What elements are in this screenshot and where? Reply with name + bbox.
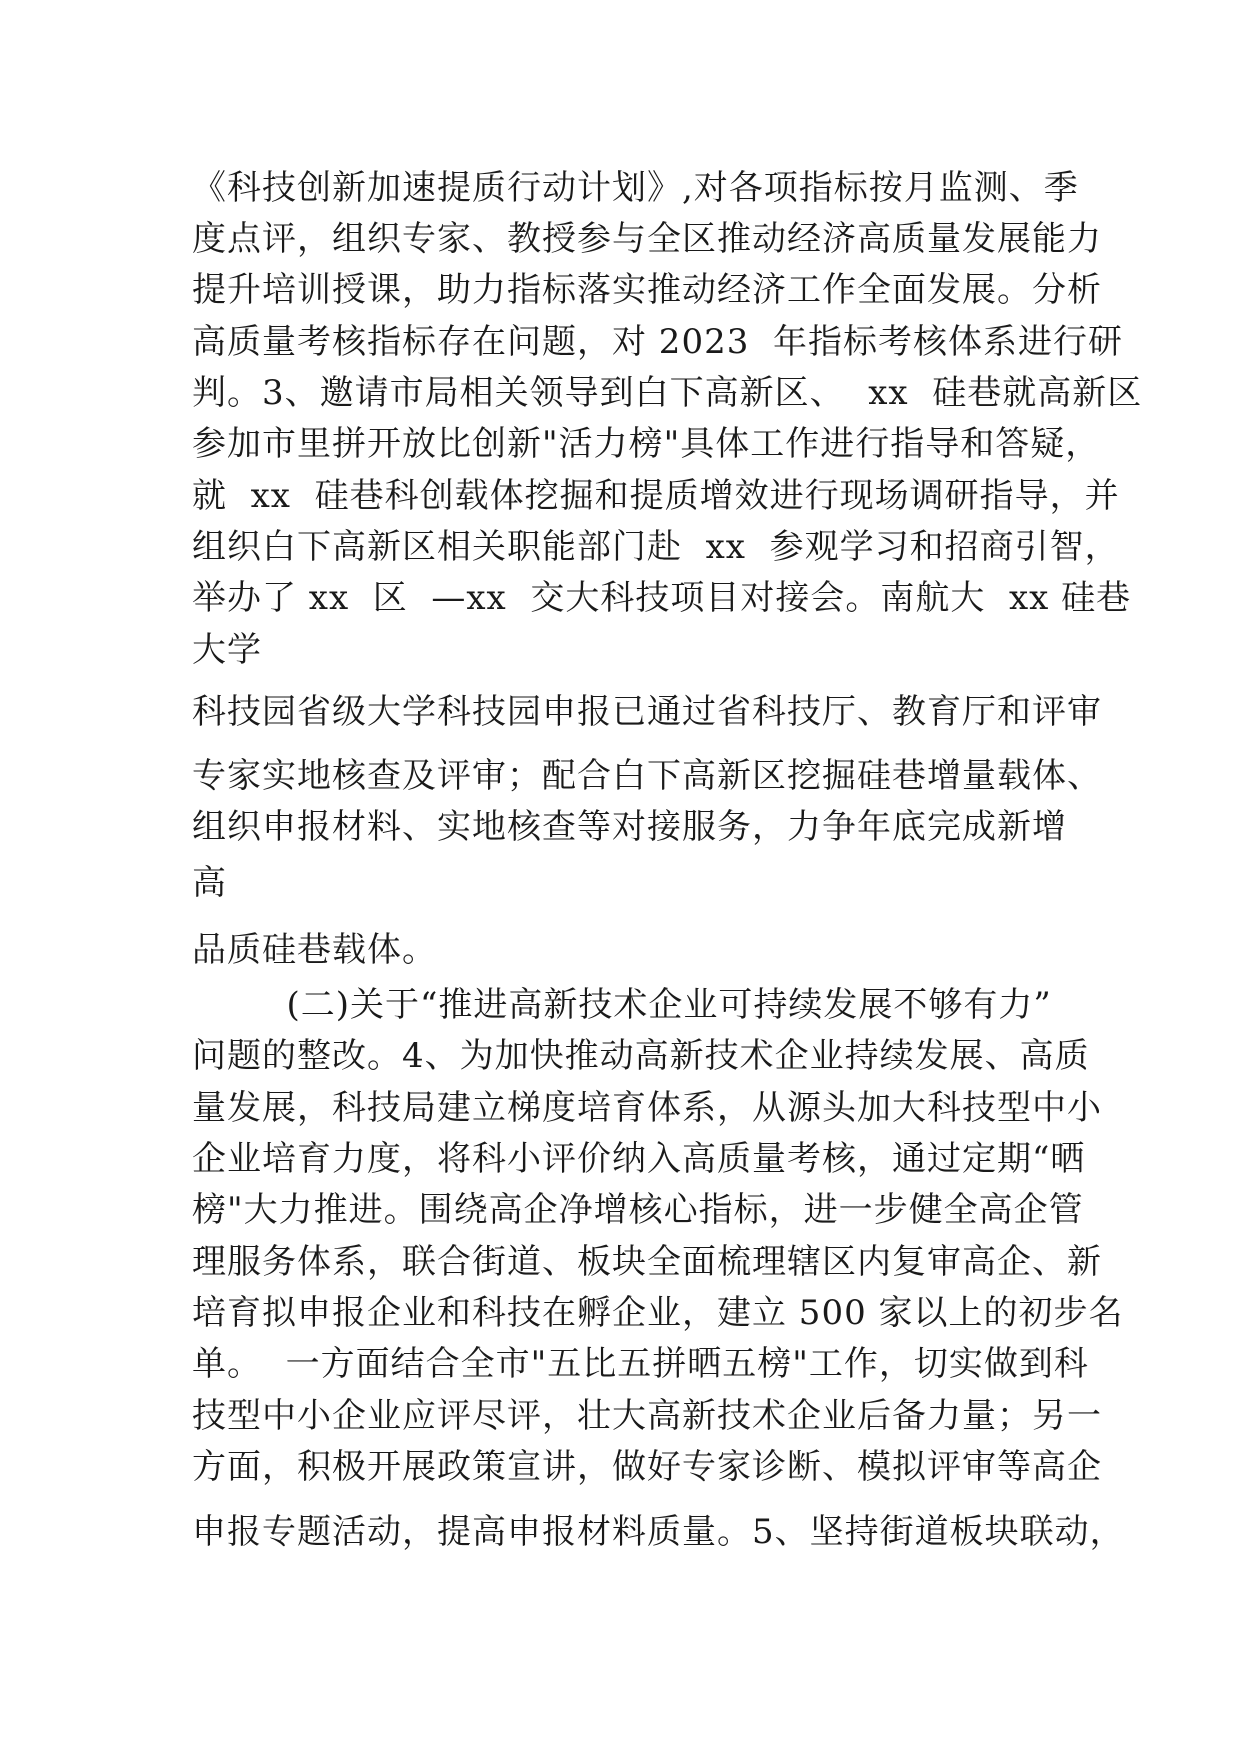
text-line: 《科技创新加速提质行动计划》,对各项指标按月监测、季: [192, 168, 1079, 208]
text-line: 方面，积极开展政策宣讲，做好专家诊断、模拟评审等高企: [192, 1447, 1102, 1487]
text-line: 专家实地核查及评审；配合白下高新区挖掘硅巷增量载体、: [192, 756, 1102, 796]
text-line: 品质硅巷载体。: [192, 930, 437, 970]
text-line: 技型中小企业应评尽评，壮大高新技术企业后备力量；另一: [192, 1396, 1102, 1436]
text-line: 培育拟申报企业和科技在孵企业，建立 500 家以上的初步名: [192, 1293, 1124, 1333]
text-line: 量发展，科技局建立梯度培育体系，从源头加大科技型中小: [192, 1088, 1102, 1128]
text-line: 理服务体系，联合街道、板块全面梳理辖区内复审高企、新: [192, 1242, 1102, 1282]
text-line: 参加市里拼开放比创新"活力榜"具体工作进行指导和答疑，: [192, 424, 1101, 464]
text-line: 申报专题活动，提高申报材料质量。5、坚持街道板块联动，: [192, 1512, 1125, 1552]
text-line: 组织申报材料、实地核查等对接服务，力争年底完成新增: [192, 807, 1067, 847]
text-line: 高质量考核指标存在问题，对 2023 年指标考核体系进行研: [192, 322, 1123, 362]
text-line: 组织白下高新区相关职能部门赴 xx 参观学习和招商引智，: [192, 527, 1120, 567]
text-line: 提升培训授课，助力指标落实推动经济工作全面发展。分析: [192, 270, 1102, 310]
text-line: 问题的整改。4、为加快推动高新技术企业持续发展、高质: [192, 1036, 1090, 1076]
text-line: 举办了 xx 区 —xx 交大科技项目对接会。南航大 xx 硅巷: [192, 578, 1132, 618]
text-line: (二)关于“推进高新技术企业可持续发展不够有力”: [192, 985, 1052, 1025]
text-line: 高: [192, 863, 227, 903]
text-line: 榜"大力推进。围绕高企净增核心指标，进一步健全高企管: [192, 1190, 1084, 1230]
text-line: 判。3、邀请市局相关领导到白下高新区、 xx 硅巷就高新区: [192, 373, 1143, 413]
text-line: 科技园省级大学科技园申报已通过省科技厅、教育厅和评审: [192, 692, 1102, 732]
text-line: 大学: [192, 630, 262, 670]
text-line: 企业培育力度，将科小评价纳入高质量考核，通过定期“晒: [192, 1139, 1086, 1179]
text-line: 就 xx 硅巷科创载体挖掘和提质增效进行现场调研指导，并: [192, 476, 1120, 516]
text-line: 单。 一方面结合全市"五比五拼晒五榜"工作，切实做到科: [192, 1344, 1089, 1384]
text-line: 度点评，组织专家、教授参与全区推动经济高质量发展能力: [192, 219, 1102, 259]
